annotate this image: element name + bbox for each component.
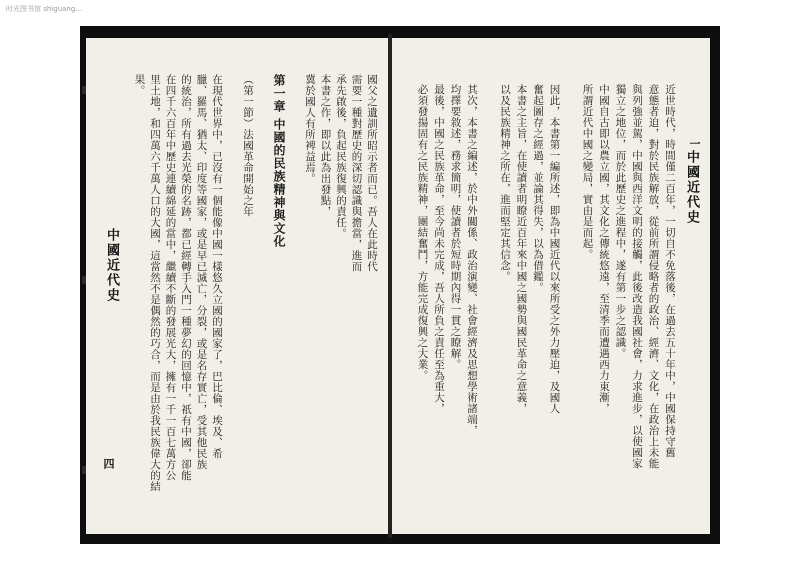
right-page <box>392 38 710 534</box>
text-column: 中國自古即以農立國，其文化之傳統悠遠，至清季而遭遇西力東漸， <box>598 84 610 414</box>
text-column: 里土地，和四萬六千萬人口的大國，這當然不是偶然的巧合，而是由於我民族偉大的結 <box>149 74 161 492</box>
watermark-text: 时光图书馆 shiguang… <box>6 5 83 13</box>
text-column: 意態者迫，對於民族解放，從前所謂侵略者的政治、經濟、文化，在政治上未能 <box>647 84 660 469</box>
text-column: 本書之主旨，在使讀者明瞭近百年來中國之國勢與國民革命之意義， <box>515 84 528 414</box>
left-page-number: 四 <box>102 458 115 469</box>
text-column: 臘、羅馬、猶太、印度等國家，或是早已滅亡，分裂，或是名存實亡，受其他民族 <box>195 74 208 470</box>
text-column: 的統治，所有過去光榮的名跡，都已經轉手入門一種夢幻的回憶中，祇有中國，卻能 <box>180 74 192 481</box>
text-column: 冀於國人有所裨益焉。 <box>304 74 316 184</box>
text-column: 國父之遺訓所昭示者而已。吾人在此時代 <box>366 74 378 272</box>
text-column: 獨立之地位，而於此歷史之進程中，遂有第一步之認識。 <box>614 84 627 359</box>
text-column: 承先啟後，負起民族復興的責任。 <box>335 74 347 239</box>
text-column: 所謂近代中國之變局，實由是而起。 <box>581 84 594 260</box>
text-column: 奮起圖存之經過，並論其得失，以為借鑑。 <box>532 84 544 293</box>
right-page-number: 一 <box>688 138 701 149</box>
text-column: 近世時代，時間僅二百年，一切自不免落後，在過去五十年中，中國保持守舊 <box>664 84 676 458</box>
text-column: （第一節）法國革命開始之年 <box>242 74 254 217</box>
text-column: 其次，本書之編述，於中外關係、政治演變、社會經濟及思想學術諸端， <box>466 84 478 436</box>
book-spread <box>80 26 720 544</box>
text-column: 本書之作，即以此為出發點， <box>319 74 332 217</box>
text-column: 與列強並駕，中國與西洋文明的接觸，此後改造我國社會，力求進步，以使國家 <box>631 84 643 469</box>
text-column: 第一章 中國的民族精神與文化 <box>272 74 286 249</box>
text-column: 在現代世界中，已沒有一個能像中國一樣悠久立國的國家了，巴比倫、埃及、希 <box>211 74 223 459</box>
text-column: 均擇要敘述，務求簡明，使讀者於短時期內得一貫之瞭解。 <box>449 84 462 370</box>
right-running-head: 中國近代史 <box>684 150 699 225</box>
text-column: 需要一種對歷史的深切認識與擔當，進而 <box>350 74 363 272</box>
text-column: 因此，本書第一編所述，即為中國近代以來所受之外力壓迫，及國人 <box>548 84 561 414</box>
text-column: 必須發揚固有之民族精神，團結奮鬥，方能完成復興之大業。 <box>416 84 429 381</box>
text-column: 以及民族精神之所在，進而堅定其信念。 <box>499 84 511 282</box>
left-page <box>86 38 390 534</box>
text-column: 在四千六百年中歷史連續綿延的當中，繼續不斷的發展光大，擁有一千一百七萬方公 <box>164 74 177 481</box>
text-column: 最後，中國之民族革命，至今尚未完成，吾人所負之責任至為重大， <box>433 84 445 414</box>
left-running-head: 中國近代史 <box>104 228 119 303</box>
text-column: 果。 <box>133 74 146 96</box>
